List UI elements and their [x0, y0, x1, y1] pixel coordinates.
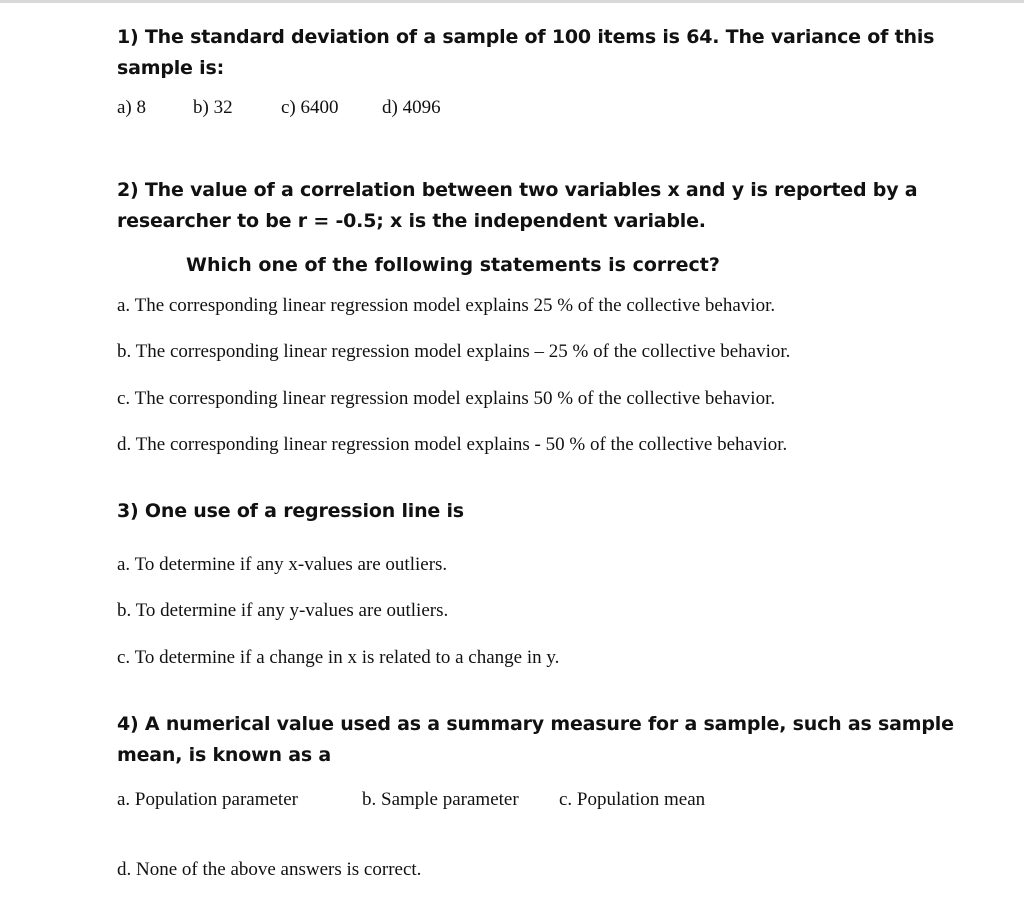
- question-2-option-a: a. The corresponding linear regression model explains 25 % of the collective behavior.: [117, 295, 776, 316]
- top-divider: [0, 0, 1024, 3]
- question-2-option-c: c. The corresponding linear regression model explains 50 % of the collective behavior.: [117, 388, 776, 409]
- question-3: [117, 496, 997, 670]
- question-1-option-a: a) 8: [117, 97, 147, 118]
- question-2-title-line2: researcher to be r = -0.5; x is the independent variable.: [117, 210, 706, 232]
- question-4-option-c: c. Population mean: [559, 789, 706, 810]
- question-4-option-b: b. Sample parameter: [362, 789, 519, 810]
- question-3-title: 3) One use of a regression line is: [117, 500, 464, 522]
- question-4-options-row: [117, 788, 997, 812]
- question-1-option-c: c) 6400: [281, 97, 339, 118]
- question-2-subtitle: Which one of the following statements is correct?: [186, 254, 720, 276]
- question-1-option-d: d) 4096: [382, 97, 441, 118]
- question-1-title-line1: 1) The standard deviation of a sample of 100 items is 64. The variance of this: [117, 26, 935, 48]
- question-4: [117, 709, 997, 882]
- question-3-option-c: c. To determine if a change in x is related to a change in y.: [117, 647, 560, 668]
- question-1-title-line2: sample is:: [117, 57, 224, 79]
- question-2-option-d: d. The corresponding linear regression model explains - 50 % of the collective behavior.: [117, 434, 788, 455]
- question-3-option-b: b. To determine if any y-values are outliers.: [117, 600, 449, 621]
- question-4-title-line2: mean, is known as a: [117, 744, 331, 766]
- question-2: [117, 175, 997, 457]
- question-2-option-b: b. The corresponding linear regression model explains – 25 % of the collective behavior.: [117, 341, 791, 362]
- question-4-title-line1: 4) A numerical value used as a summary measure for a sample, such as sample: [117, 713, 954, 735]
- question-1-option-b: b) 32: [193, 97, 233, 118]
- question-4-option-d: d. None of the above answers is correct.: [117, 859, 422, 880]
- question-1: [117, 22, 997, 120]
- question-4-option-a: a. Population parameter: [117, 789, 298, 810]
- document-page: [117, 22, 997, 882]
- question-2-title-line1: 2) The value of a correlation between two variables x and y is reported by a: [117, 179, 918, 201]
- question-1-options: [117, 96, 997, 120]
- question-3-option-a: a. To determine if any x-values are outliers.: [117, 554, 448, 575]
